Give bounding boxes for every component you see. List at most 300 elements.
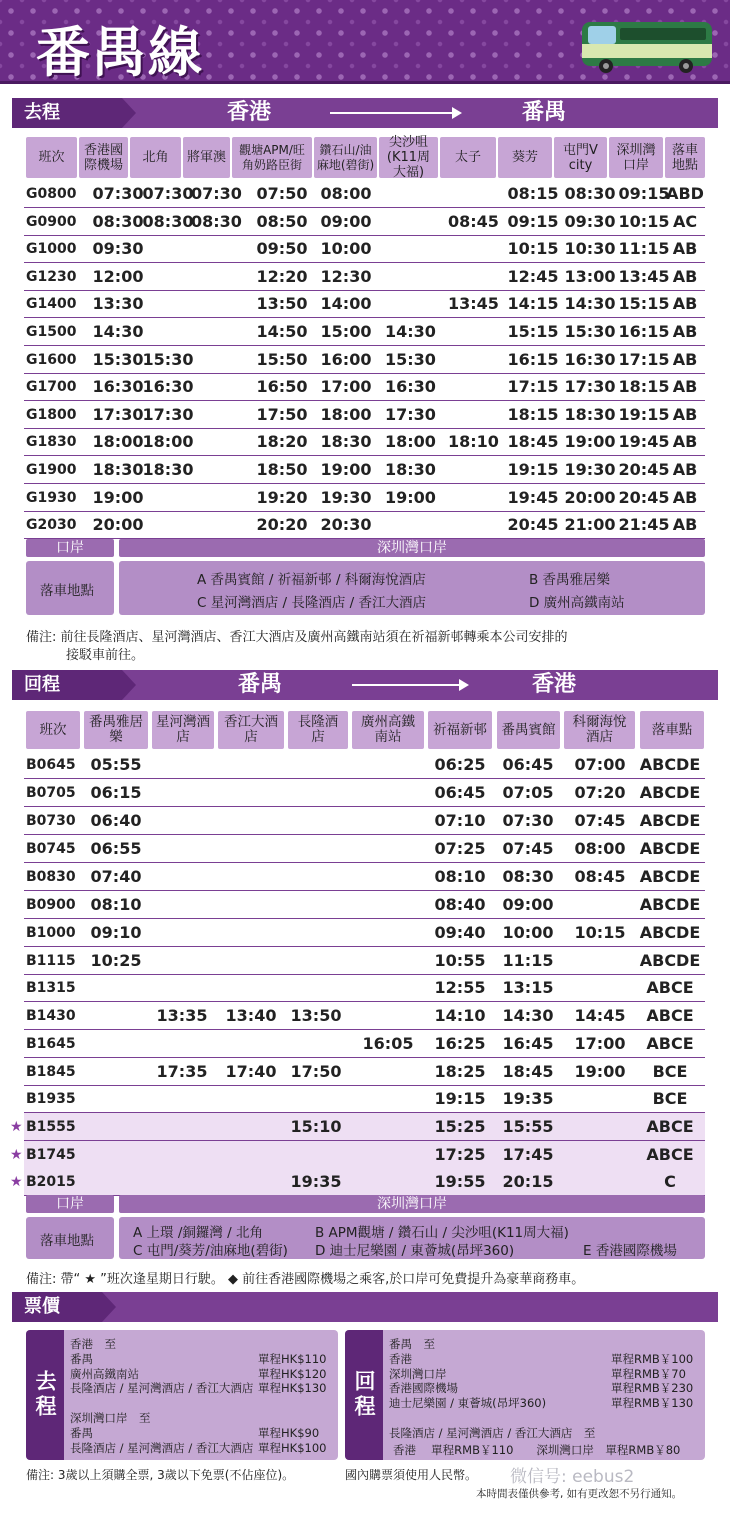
- inbound-col-header: 落車點: [640, 711, 704, 749]
- outbound-dropoff-label: 落車地點: [40, 583, 94, 599]
- inbound-col-header: 科爾海悅酒店: [564, 711, 635, 749]
- time-cell: 18:15: [618, 377, 670, 397]
- time-cell: 10:15: [574, 923, 626, 942]
- time-cell: 12:20: [256, 266, 308, 286]
- fare-destination: 深圳灣口岸: [389, 1366, 447, 1381]
- inbound-dropoff-e: E 香港國際機場: [583, 1243, 677, 1259]
- fare-price: 單程HK$120: [258, 1366, 327, 1381]
- fares-label: 票價: [12, 1292, 102, 1322]
- time-cell: 08:10: [90, 895, 142, 914]
- time-cell: ABCDE: [639, 951, 701, 970]
- table-row: [24, 1113, 705, 1141]
- outbound-port-label: 口岸: [26, 539, 114, 557]
- time-cell: 07:45: [502, 839, 554, 858]
- time-cell: AB: [672, 487, 698, 507]
- time-cell: 13:40: [225, 1006, 277, 1025]
- outbound-col-header: 班次: [26, 137, 77, 178]
- inbound-dropoff-label: 落車地點: [40, 1233, 94, 1249]
- trip-code: B0705: [26, 785, 76, 801]
- time-cell: 09:40: [434, 923, 486, 942]
- time-cell: 13:45: [618, 266, 670, 286]
- time-cell: 11:15: [502, 951, 554, 970]
- outbound-fare-tag: 去程: [26, 1330, 64, 1460]
- inbound-col-header: 星河灣酒店: [152, 711, 214, 749]
- time-cell: 13:50: [256, 294, 308, 314]
- time-cell: 19:30: [320, 487, 372, 507]
- fare-destination: 番禺: [70, 1351, 93, 1366]
- time-cell: 07:30: [142, 184, 194, 203]
- time-cell: 19:00: [564, 432, 616, 452]
- table-row: [24, 1141, 705, 1169]
- trip-code: B0745: [26, 841, 76, 857]
- time-cell: 05:55: [90, 755, 142, 774]
- time-cell: ABCDE: [639, 923, 701, 942]
- time-cell: 15:25: [434, 1117, 486, 1136]
- time-cell: 15:30: [92, 349, 144, 369]
- trip-code: B0730: [26, 813, 76, 829]
- time-cell: 06:45: [502, 755, 554, 774]
- time-cell: AB: [672, 432, 698, 452]
- time-cell: 18:25: [434, 1062, 486, 1081]
- fare-price: 單程HK$110: [258, 1351, 327, 1366]
- inbound-dropoff-d: D 迪士尼樂園 / 東薈城(昂坪360): [315, 1243, 515, 1259]
- fare-price: 單程RMB￥70: [611, 1366, 686, 1381]
- time-cell: 18:00: [142, 432, 194, 452]
- time-cell: 18:20: [256, 432, 308, 452]
- fare-destination: 香港: [389, 1351, 412, 1366]
- time-cell: 14:45: [574, 1006, 626, 1025]
- outbound-note-line2: 接駁車前往。: [66, 648, 145, 663]
- time-cell: 08:45: [574, 867, 626, 886]
- inbound-fare-box: [345, 1330, 705, 1460]
- time-cell: ABCDE: [639, 811, 701, 830]
- outbound-dropoff-a: A 香禺賓館 / 祈福新邨 / 科爾海悅酒店: [197, 572, 426, 588]
- time-cell: 17:30: [385, 404, 436, 424]
- time-cell: 07:50: [256, 184, 308, 203]
- time-cell: 16:25: [434, 1034, 486, 1053]
- table-row: [24, 373, 705, 401]
- page-title: 番禺線: [36, 21, 204, 84]
- fare-destination: 番禺 至: [389, 1337, 435, 1351]
- time-cell: 14:30: [502, 1006, 554, 1025]
- fare-price: 單程HK$90: [258, 1425, 320, 1440]
- trip-code: G1500: [26, 324, 77, 340]
- time-cell: 09:00: [320, 211, 372, 231]
- outbound-note-line1: 備注: 前往長隆酒店、星河灣酒店、香江大酒店及廣州高鐵南站須在祈福新邨轉乘本公司安排的: [26, 630, 568, 645]
- trip-code: B1845: [26, 1064, 76, 1080]
- wechat-watermark: 微信号: eebus2: [510, 1467, 635, 1487]
- time-cell: 18:45: [507, 432, 559, 452]
- table-row: [24, 1085, 705, 1113]
- time-cell: 16:30: [142, 377, 194, 397]
- time-cell: 19:15: [507, 460, 559, 479]
- trip-code: G1700: [26, 379, 77, 396]
- time-cell: BCE: [652, 1062, 688, 1081]
- time-cell: 18:30: [564, 404, 616, 424]
- time-cell: 06:40: [90, 811, 142, 830]
- time-cell: 07:45: [574, 811, 626, 830]
- time-cell: 15:30: [385, 349, 436, 369]
- time-cell: AB: [672, 404, 698, 424]
- trip-code: G1230: [26, 268, 77, 285]
- table-row: [24, 290, 705, 318]
- time-cell: 19:00: [574, 1062, 626, 1081]
- time-cell: BCE: [652, 1089, 688, 1108]
- trip-code: G1830: [26, 434, 77, 451]
- time-cell: 06:55: [90, 839, 142, 858]
- fare-destination: 長隆酒店 / 星河灣酒店 / 香江大酒店: [70, 1440, 254, 1455]
- time-cell: 18:00: [320, 404, 372, 424]
- time-cell: 07:30: [502, 811, 554, 830]
- time-cell: AB: [672, 460, 698, 479]
- time-cell: 14:30: [564, 294, 616, 314]
- time-cell: 09:30: [92, 239, 144, 259]
- time-cell: 18:10: [448, 432, 499, 452]
- time-cell: AB: [672, 294, 698, 314]
- time-cell: ABCDE: [639, 867, 701, 886]
- time-cell: 14:30: [92, 322, 144, 341]
- trip-code: B1315: [26, 980, 76, 996]
- trip-code: B1645: [26, 1036, 76, 1052]
- time-cell: ABCE: [646, 1006, 694, 1025]
- inbound-dropoff-a: A 上環 /銅鑼灣 / 北角: [133, 1225, 263, 1241]
- time-cell: 07:00: [574, 755, 626, 774]
- time-cell: AB: [672, 349, 698, 369]
- time-cell: 08:30: [92, 211, 144, 231]
- time-cell: 08:00: [320, 184, 372, 203]
- time-cell: ABCDE: [639, 783, 701, 802]
- inbound-fare-tag: 回程: [345, 1330, 383, 1460]
- time-cell: 07:20: [574, 783, 626, 802]
- trip-code: B0830: [26, 869, 76, 885]
- table-row: [24, 318, 705, 346]
- time-cell: ABCE: [646, 978, 694, 997]
- table-row: [24, 511, 705, 539]
- trip-code: B2015: [26, 1174, 76, 1190]
- fare-destination: 長隆酒店 / 星河灣酒店 / 香江大酒店 至: [389, 1425, 596, 1440]
- time-cell: 13:35: [156, 1006, 208, 1025]
- time-cell: 09:50: [256, 239, 308, 259]
- sunday-star-icon: ★: [10, 1147, 23, 1163]
- table-row: [24, 919, 705, 947]
- time-cell: 18:50: [256, 460, 308, 479]
- fare-destination: 長隆酒店 / 星河灣酒店 / 香江大酒店: [70, 1381, 254, 1396]
- time-cell: ABCDE: [639, 755, 701, 774]
- time-cell: ABCDE: [639, 839, 701, 858]
- time-cell: 08:15: [507, 184, 559, 203]
- time-cell: 19:15: [434, 1089, 486, 1108]
- time-cell: 08:00: [574, 839, 626, 858]
- time-cell: 10:15: [618, 211, 670, 231]
- inbound-col-header: 番禺雅居樂: [84, 711, 148, 749]
- time-cell: 15:15: [618, 294, 670, 314]
- time-cell: 12:55: [434, 978, 486, 997]
- time-cell: AC: [672, 211, 698, 231]
- time-cell: 21:45: [618, 515, 670, 535]
- time-cell: 16:45: [502, 1034, 554, 1053]
- table-row: [24, 974, 705, 1002]
- time-cell: 15:55: [502, 1117, 554, 1136]
- time-cell: 17:00: [574, 1034, 626, 1053]
- time-cell: 06:25: [434, 755, 486, 774]
- outbound-dropoff-b: B 香禺雅居樂: [529, 572, 611, 588]
- inbound-col-header: 祈福新邨: [428, 711, 492, 749]
- fares-note-left: 備注: 3歲以上須購全票, 3歲以下免票(不佔座位)。: [26, 1468, 295, 1482]
- fare-destination: 香港國際機場: [389, 1381, 458, 1396]
- time-cell: 20:45: [507, 515, 559, 535]
- inbound-dropoff-b: B APM觀塘 / 鑽石山 / 尖沙咀(K11周大福): [315, 1225, 569, 1241]
- fare-destination: 香港 至: [70, 1337, 116, 1351]
- trip-code: B0645: [26, 757, 76, 773]
- trip-code: G1930: [26, 489, 77, 506]
- trip-code: G1000: [26, 241, 77, 258]
- outbound-arrow-icon: [330, 112, 460, 114]
- time-cell: 14:15: [507, 294, 559, 314]
- outbound-dropoff-label-box: [26, 561, 114, 615]
- time-cell: 15:00: [320, 322, 372, 341]
- time-cell: 14:10: [434, 1006, 486, 1025]
- outbound-col-header: 屯門V city: [554, 137, 607, 178]
- time-cell: ABCDE: [639, 895, 701, 914]
- time-cell: 20:15: [502, 1172, 554, 1191]
- time-cell: 17:15: [618, 349, 670, 369]
- time-cell: 17:45: [502, 1145, 554, 1164]
- time-cell: 06:15: [90, 783, 142, 802]
- table-row: [24, 428, 705, 456]
- time-cell: 08:40: [434, 895, 486, 914]
- outbound-label: 去程: [12, 98, 122, 128]
- inbound-label: 回程: [12, 670, 122, 700]
- time-cell: 12:45: [507, 266, 559, 286]
- time-cell: 07:30: [92, 184, 144, 203]
- time-cell: 13:00: [564, 266, 616, 286]
- outbound-col-header: 觀塘APM/旺角奶路臣街: [232, 137, 312, 178]
- table-row: [24, 1058, 705, 1086]
- trip-code: B1115: [26, 953, 76, 969]
- time-cell: 16:30: [564, 349, 616, 369]
- trip-code: G2030: [26, 517, 77, 534]
- table-row: [24, 208, 705, 236]
- table-row: [24, 1002, 705, 1030]
- time-cell: 16:50: [256, 377, 308, 397]
- time-cell: 19:15: [618, 404, 670, 424]
- time-cell: 18:30: [320, 432, 372, 452]
- table-row: [24, 807, 705, 835]
- fare-price: 單程RMB￥100: [611, 1351, 694, 1366]
- time-cell: 18:45: [502, 1062, 554, 1081]
- fare-destination: 深圳灣口岸 至: [70, 1411, 151, 1425]
- fare-price: 單程RMB￥130: [611, 1396, 694, 1411]
- time-cell: 09:15: [618, 184, 670, 203]
- time-cell: 15:30: [142, 349, 194, 369]
- outbound-col-header: 香港國際機場: [79, 137, 128, 178]
- time-cell: 10:30: [564, 239, 616, 259]
- time-cell: 17:50: [256, 404, 308, 424]
- time-cell: 17:30: [92, 404, 144, 424]
- time-cell: 09:00: [502, 895, 554, 914]
- time-cell: 12:00: [92, 266, 144, 286]
- outbound-from: 香港: [227, 100, 272, 125]
- outbound-section-bar: [12, 98, 718, 128]
- time-cell: 18:00: [92, 432, 144, 452]
- inbound-fare-last-line: 香港 單程RMB￥110 深圳灣口岸 單程RMB￥80: [393, 1443, 681, 1457]
- fares-section-bar: [12, 1292, 718, 1322]
- inbound-section-bar: [12, 670, 718, 700]
- outbound-col-header: 太子: [440, 137, 496, 178]
- time-cell: AB: [672, 515, 698, 535]
- time-cell: 14:00: [320, 294, 372, 314]
- trip-code: B0900: [26, 897, 76, 913]
- time-cell: AB: [672, 377, 698, 397]
- inbound-col-header: 長隆酒店: [288, 711, 348, 749]
- table-row: [24, 484, 705, 512]
- table-row: [24, 180, 705, 208]
- time-cell: 08:45: [448, 211, 499, 231]
- time-cell: 08:30: [191, 211, 242, 231]
- time-cell: 07:05: [502, 783, 554, 802]
- time-cell: 06:45: [434, 783, 486, 802]
- time-cell: 07:40: [90, 867, 142, 886]
- time-cell: 21:00: [564, 515, 616, 535]
- sunday-star-icon: ★: [10, 1119, 23, 1135]
- time-cell: 13:30: [92, 294, 144, 314]
- time-cell: 20:20: [256, 515, 308, 535]
- time-cell: 11:15: [618, 239, 670, 259]
- table-row: [24, 456, 705, 484]
- trip-code: G1400: [26, 296, 77, 313]
- time-cell: 15:50: [256, 349, 308, 369]
- time-cell: 18:30: [92, 460, 144, 479]
- trip-code: G0900: [26, 213, 77, 230]
- outbound-to: 番禺: [522, 100, 567, 125]
- trip-code: G1800: [26, 406, 77, 423]
- time-cell: 19:30: [564, 460, 616, 479]
- table-row: [24, 346, 705, 374]
- time-cell: 19:35: [502, 1089, 554, 1108]
- inbound-arrow-icon: [352, 684, 467, 686]
- sunday-star-icon: ★: [10, 1174, 23, 1190]
- outbound-col-header: 鑽石山/油麻地(碧街): [314, 137, 377, 178]
- table-row: [24, 835, 705, 863]
- inbound-dropoff-label-box: [26, 1217, 114, 1259]
- time-cell: 14:50: [256, 322, 308, 341]
- inbound-col-header: 香江大酒店: [218, 711, 284, 749]
- inbound-dropoff-c: C 屯門/葵芳/油麻地(碧街): [133, 1243, 288, 1259]
- table-row: [24, 263, 705, 291]
- time-cell: 13:15: [502, 978, 554, 997]
- time-cell: 17:30: [564, 377, 616, 397]
- table-row: [24, 947, 705, 975]
- time-cell: 20:00: [92, 515, 144, 535]
- fare-price: 單程HK$100: [258, 1440, 327, 1455]
- time-cell: 17:50: [290, 1062, 342, 1081]
- time-cell: 08:50: [256, 211, 308, 231]
- table-row: [24, 401, 705, 429]
- time-cell: 08:30: [502, 867, 554, 886]
- time-cell: 15:15: [507, 322, 559, 341]
- trip-code: G0800: [26, 186, 77, 202]
- table-row: [24, 751, 705, 779]
- time-cell: 19:00: [385, 487, 436, 507]
- fare-price: 單程RMB￥230: [611, 1381, 694, 1396]
- time-cell: ABCE: [646, 1117, 694, 1136]
- time-cell: 10:55: [434, 951, 486, 970]
- time-cell: 19:55: [434, 1172, 486, 1191]
- time-cell: 14:30: [385, 322, 436, 341]
- time-cell: 17:15: [507, 377, 559, 397]
- inbound-col-header: 廣州高鐵南站: [352, 711, 424, 749]
- time-cell: 15:30: [564, 322, 616, 341]
- time-cell: 18:30: [142, 460, 194, 479]
- table-row: [24, 1168, 705, 1196]
- fare-destination: 廣州高鐵南站: [70, 1366, 139, 1381]
- time-cell: 16:30: [92, 377, 144, 397]
- time-cell: 16:30: [385, 377, 436, 397]
- time-cell: 19:45: [507, 487, 559, 507]
- trip-code: B1745: [26, 1147, 76, 1163]
- time-cell: 13:50: [290, 1006, 342, 1025]
- inbound-port-value: 深圳灣口岸: [119, 1195, 705, 1213]
- time-cell: 20:45: [618, 460, 670, 479]
- inbound-col-header: 班次: [26, 711, 80, 749]
- time-cell: 09:30: [564, 211, 616, 231]
- time-cell: 16:15: [507, 349, 559, 369]
- trip-code: B1555: [26, 1119, 76, 1135]
- fares-note-right: 國內購票須使用人民幣。: [345, 1468, 478, 1482]
- outbound-col-header: 將軍澳: [183, 137, 230, 178]
- inbound-to: 香港: [532, 672, 577, 697]
- inbound-note: 備注: 帶“ ★ ”班次逢星期日行駛。 ◆ 前往香港國際機場之乘客,於口岸可免費提升為豪華商務車。: [26, 1272, 585, 1287]
- time-cell: 19:45: [618, 432, 670, 452]
- trip-code: G1600: [26, 351, 77, 368]
- bus-illustration: [578, 14, 718, 76]
- time-cell: 10:00: [502, 923, 554, 942]
- time-cell: 10:25: [90, 951, 142, 970]
- time-cell: 17:30: [142, 404, 194, 424]
- time-cell: 12:30: [320, 266, 372, 286]
- outbound-col-header: 落車地點: [665, 137, 705, 178]
- time-cell: ABCE: [646, 1034, 694, 1053]
- outbound-dropoff-box: [119, 561, 705, 615]
- inbound-col-header: 番禺賓館: [497, 711, 560, 749]
- time-cell: 16:00: [320, 349, 372, 369]
- time-cell: 17:40: [225, 1062, 277, 1081]
- time-cell: AB: [672, 322, 698, 341]
- time-cell: 07:30: [191, 184, 242, 203]
- time-cell: 18:00: [385, 432, 436, 452]
- time-cell: 19:00: [92, 487, 144, 507]
- table-row: [24, 863, 705, 891]
- time-cell: 10:00: [320, 239, 372, 259]
- time-cell: 19:00: [320, 460, 372, 479]
- time-cell: 08:30: [142, 211, 194, 231]
- outbound-col-header: 深圳灣口岸: [609, 137, 663, 178]
- time-cell: 19:35: [290, 1172, 342, 1191]
- time-cell: 09:10: [90, 923, 142, 942]
- fare-destination: 迪士尼樂園 / 東薈城(昂坪360): [389, 1396, 547, 1411]
- page-header: [0, 0, 730, 84]
- trip-code: B1935: [26, 1091, 76, 1107]
- time-cell: 16:15: [618, 322, 670, 341]
- inbound-dropoff-box: [119, 1217, 705, 1259]
- time-cell: 08:10: [434, 867, 486, 886]
- time-cell: ABD: [666, 184, 704, 203]
- time-cell: 07:10: [434, 811, 486, 830]
- trip-code: B1000: [26, 925, 76, 941]
- table-row: [24, 235, 705, 263]
- time-cell: 17:25: [434, 1145, 486, 1164]
- table-row: [24, 1030, 705, 1058]
